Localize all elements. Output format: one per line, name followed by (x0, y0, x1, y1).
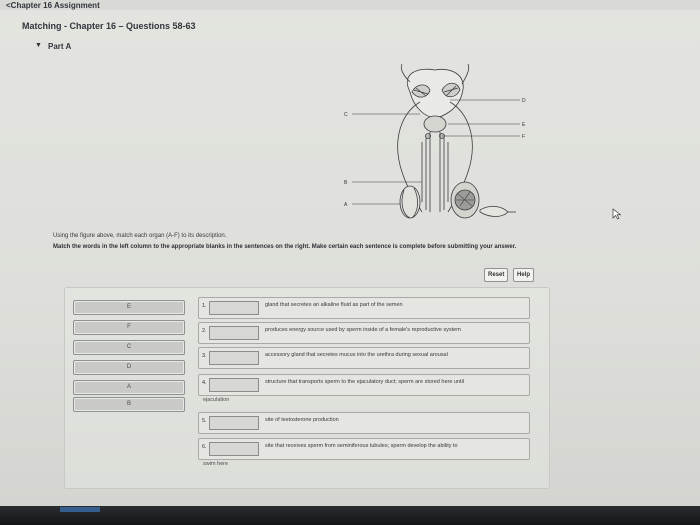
sentence-text: accessory gland that secretes mucus into the urethra during sexual arousal (265, 352, 448, 358)
sentence-number: 4. (202, 380, 207, 386)
drop-target-5[interactable] (209, 416, 259, 430)
sentence-2 (198, 322, 530, 344)
anatomy-figure (330, 62, 540, 232)
drop-target-1[interactable] (209, 301, 259, 315)
top-bar (0, 0, 700, 10)
reset-button[interactable]: Reset (484, 268, 508, 282)
sentence-number: 2. (202, 328, 207, 334)
label-tile-a[interactable]: A (73, 380, 185, 395)
part-label[interactable]: Part A (48, 42, 72, 51)
collapse-triangle-icon[interactable]: ▼ (35, 42, 42, 49)
figure-instructions: Using the figure above, match each organ (A-F) to its description. (53, 233, 227, 239)
callout-d: D (522, 98, 526, 104)
sentence-text: structure that transports sperm to the ejaculatory duct; sperm are stored here until (265, 379, 465, 385)
drop-target-6[interactable] (209, 442, 259, 456)
sentence-text: gland that secretes an alkaline fluid as part of the semen (265, 302, 403, 308)
sentence-number: 6. (202, 444, 207, 450)
label-tile-c[interactable]: C (73, 340, 185, 355)
submit-button-edge[interactable] (60, 507, 100, 512)
callout-c: C (344, 112, 348, 118)
label-tile-d[interactable]: D (73, 360, 185, 375)
callout-b: B (344, 180, 348, 186)
page-title: Matching - Chapter 16 – Questions 58-63 (22, 21, 196, 31)
drop-target-2[interactable] (209, 326, 259, 340)
callout-f: F (522, 134, 526, 140)
help-button[interactable]: Help (513, 268, 534, 282)
sentence-number: 3. (202, 353, 207, 359)
sentence-5 (198, 412, 530, 434)
label-tile-f[interactable]: F (73, 320, 185, 335)
matching-instructions: Match the words in the left column to the appropriate blanks in the sentences on the right. Make certain each sentence is complete before submitting your answer. (53, 244, 517, 250)
sentence-1 (198, 297, 530, 319)
drop-target-4[interactable] (209, 378, 259, 392)
sentence-text: site that receives sperm from seminiferous tubules; sperm develop the ability to (265, 443, 458, 449)
sentence-6 (198, 438, 530, 460)
sentence-number: 1. (202, 303, 207, 309)
label-tile-b[interactable]: B (73, 397, 185, 412)
sentence-3 (198, 347, 530, 369)
drop-target-3[interactable] (209, 351, 259, 365)
sentence-text: site of testosterone production (265, 417, 339, 423)
sentence-4 (198, 374, 530, 396)
back-to-assignment-link[interactable]: <Chapter 16 Assignment (6, 1, 100, 10)
label-tile-e[interactable]: E (73, 300, 185, 315)
sentence-number: 5. (202, 418, 207, 424)
sentence-text: produces energy source used by sperm inside of a female's reproductive system (265, 327, 461, 333)
bottom-bar (0, 506, 700, 525)
sentence-6-continuation: swim here (203, 461, 229, 467)
mouse-cursor-icon (612, 208, 622, 220)
callout-a: A (344, 202, 348, 208)
sentence-4-continuation: ejaculation (203, 397, 230, 403)
callout-e: E (522, 122, 526, 128)
